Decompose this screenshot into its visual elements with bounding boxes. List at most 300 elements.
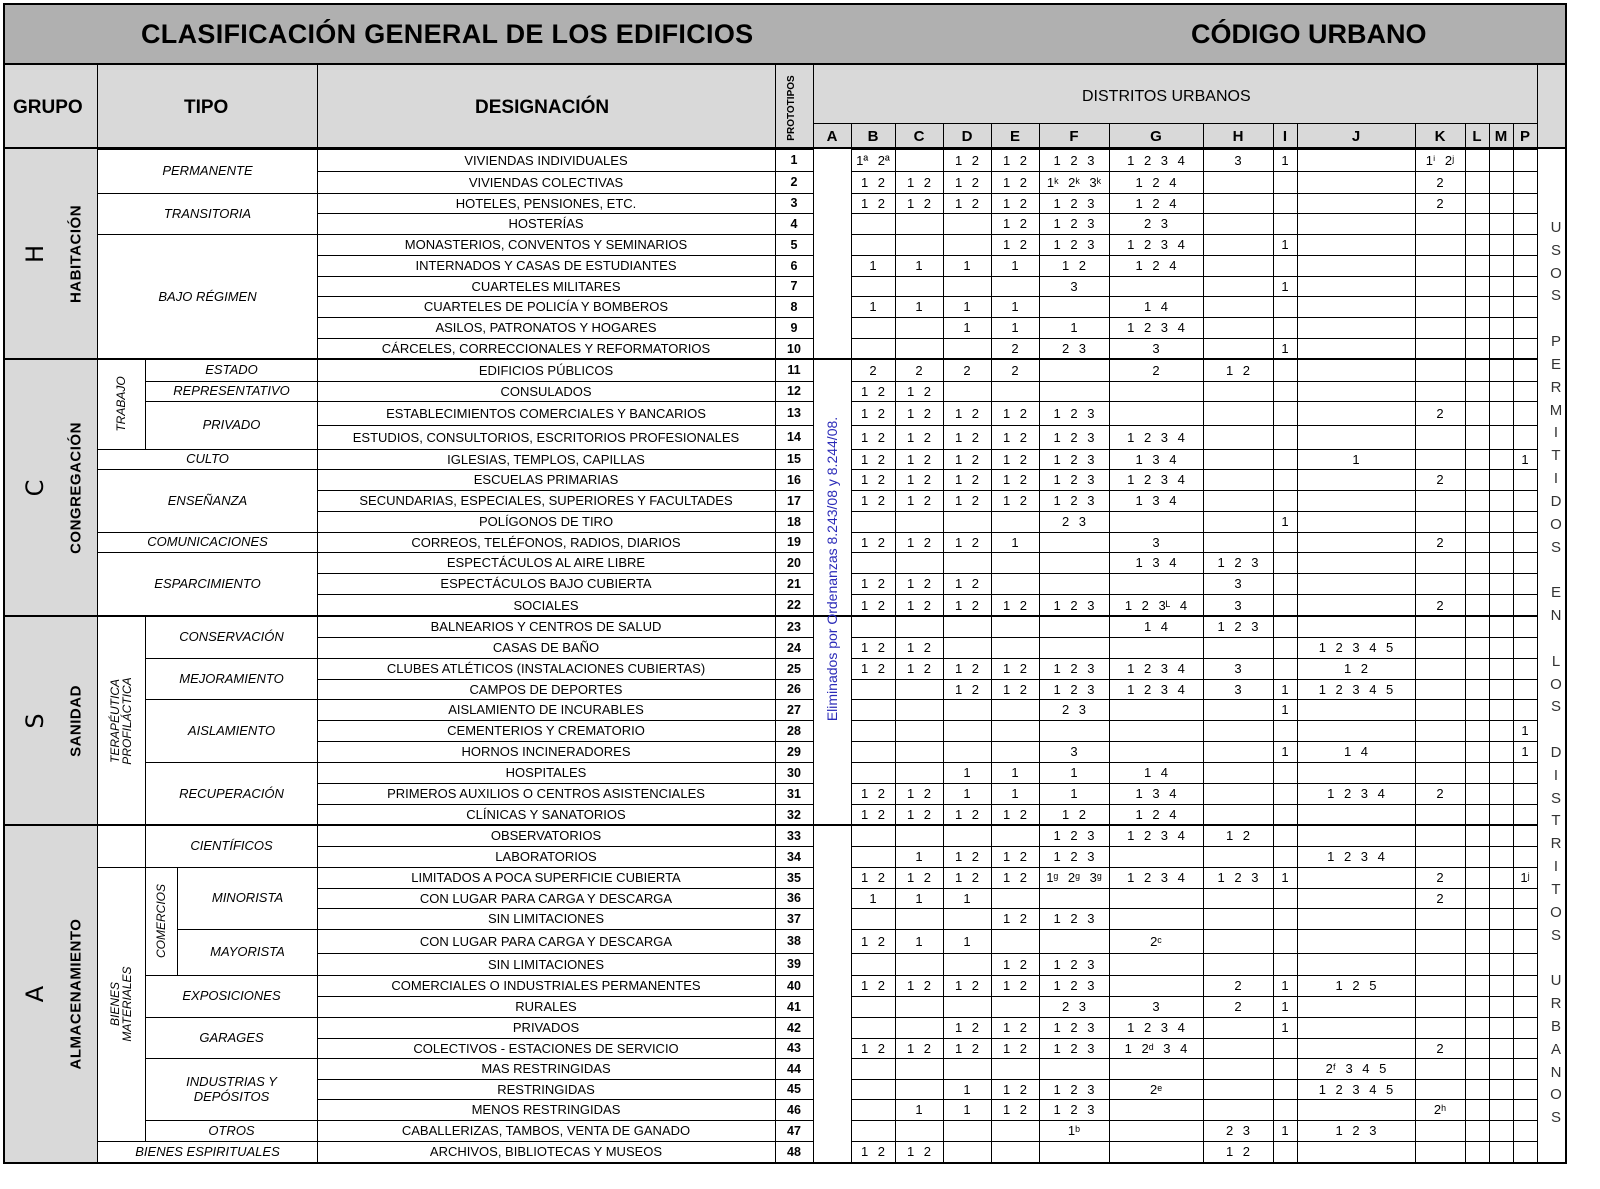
prototype-number: 13 [787, 406, 801, 420]
district-value-d: 1 2 [954, 534, 980, 550]
district-value-e: 1 2 [1002, 216, 1028, 231]
prototype-number: 11 [787, 363, 801, 377]
district-value-j: 1 2 3 4 [1327, 786, 1385, 801]
district-value-h: 1 2 3 [1217, 870, 1259, 885]
district-header-divider [1039, 123, 1040, 149]
side-note-letter: T [1551, 880, 1561, 898]
district-value-f: 1 2 3 [1053, 681, 1095, 697]
designation: MAS RESTRINGIDAS [481, 1061, 611, 1076]
row-divider [317, 552, 813, 553]
prototype-number: 15 [787, 452, 801, 466]
district-value-d: 2 [963, 362, 971, 378]
designation: CON LUGAR PARA CARGA Y DESCARGA [419, 933, 673, 949]
row-divider [851, 975, 1537, 976]
prototype-number: 34 [787, 849, 801, 864]
tipo-cell [177, 867, 317, 929]
district-value-i: 1 [1281, 237, 1289, 252]
district-value-f: 1 2 3 [1053, 828, 1095, 843]
district-value-k: 2 [1436, 534, 1444, 550]
district-value-k: 2ʰ [1433, 1102, 1447, 1117]
district-value-g: 3 [1152, 999, 1160, 1014]
prototype-number: 47 [787, 1123, 801, 1138]
side-note-letter: T [1551, 812, 1561, 830]
district-value-h: 2 3 [1225, 1123, 1251, 1138]
district-value-j: 1 2 3 [1335, 1123, 1377, 1138]
header-distritos: DISTRITOS URBANOS [1082, 88, 1251, 105]
row-divider [317, 679, 813, 680]
prototype-number: 44 [787, 1061, 801, 1076]
district-value-g: 1 2 3 4 [1127, 237, 1185, 252]
district-value-g: 1 4 [1143, 765, 1169, 780]
district-value-b: 1 2 [860, 807, 886, 822]
district-value-k: 2 [1436, 1040, 1444, 1056]
column-divider [895, 149, 896, 1162]
side-note-letter: M [1549, 401, 1563, 419]
district-value-c: 1 2 [906, 383, 932, 399]
row-divider [317, 929, 813, 930]
header-designacion: DESIGNACIÓN [475, 97, 610, 118]
district-value-e: 1 2 [1002, 1040, 1028, 1056]
district-letter-l: L [1472, 128, 1482, 145]
row-divider [317, 867, 813, 868]
district-value-b: 1 2 [860, 661, 886, 676]
district-value-f: 1 2 3 [1053, 429, 1095, 445]
district-value-h: 1 2 [1225, 1144, 1251, 1159]
district-value-d: 1 2 [954, 1020, 980, 1035]
side-note-letter: I [1553, 470, 1559, 488]
district-value-k: 2 [1436, 597, 1444, 613]
prototype-number: 2 [790, 175, 798, 189]
column-divider [775, 149, 776, 1162]
subgroup-label: TERAPÉUTICA PROFILÁCTICA [108, 676, 134, 765]
district-value-i: 1 [1281, 1123, 1289, 1138]
column-divider [1465, 149, 1466, 1162]
district-value-f: 3 [1070, 744, 1078, 759]
district-value-e: 1 [1011, 320, 1019, 335]
row-divider [317, 720, 813, 721]
district-value-d: 1 2 [954, 429, 980, 445]
tipo-cell [145, 401, 317, 449]
group-name: CONGREGACIÓN [67, 421, 85, 554]
tipo-cell [97, 552, 317, 616]
district-value-e: 1 2 [1002, 597, 1028, 613]
header-divider [97, 65, 98, 149]
classification-table [3, 3, 1567, 1164]
designation: ESTUDIOS, CONSULTORIOS, ESCRITORIOS PROFESIONALES [352, 429, 740, 445]
district-value-f: 1 2 3 [1053, 597, 1095, 613]
district-value-f: 1 2 [1061, 807, 1087, 822]
row-divider [851, 338, 1537, 339]
side-note-letter: I [1553, 766, 1559, 784]
district-value-g: 1 2 3 4 [1127, 152, 1185, 168]
district-value-d: 1 2 [954, 849, 980, 864]
district-value-b: 1 2 [860, 576, 886, 591]
district-value-j: 1 2 3 4 5 [1318, 640, 1394, 655]
district-value-h: 2 [1234, 999, 1242, 1014]
district-value-g: 1 3 4 [1135, 555, 1177, 570]
row-divider [851, 449, 1537, 450]
side-note-letter: D [1550, 492, 1562, 510]
district-letter-b: B [867, 128, 879, 145]
district-value-c: 1 2 [906, 429, 932, 445]
prototype-number: 5 [790, 237, 798, 252]
column-divider [1273, 149, 1274, 1162]
district-letter-a: A [826, 128, 838, 145]
header-prototipos: PROTOTIPOS [786, 75, 797, 141]
row-divider [851, 276, 1537, 277]
district-value-c: 1 [915, 849, 923, 864]
district-value-b: 1 2 [860, 640, 886, 655]
district-value-d: 1 [963, 890, 971, 906]
district-value-d: 1 2 [954, 405, 980, 421]
district-value-g: 1 2 3 4 [1127, 472, 1185, 487]
district-value-k: 2 [1436, 405, 1444, 421]
row-divider [317, 193, 813, 194]
district-value-i: 1 [1281, 514, 1289, 529]
prototype-number: 43 [787, 1041, 801, 1055]
side-note-letter: A [1550, 1040, 1561, 1058]
tipo-label: CIENTÍFICOS [190, 838, 273, 854]
district-value-g: 1 2 4 [1135, 174, 1177, 190]
side-note-letter: U [1550, 219, 1562, 236]
district-header-divider [991, 123, 992, 149]
row-divider [851, 255, 1537, 256]
header-divider [775, 65, 776, 149]
district-value-k: 2 [1436, 195, 1444, 211]
row-divider [317, 953, 813, 954]
district-value-f: 1 [1070, 320, 1078, 335]
district-value-d: 1 2 [954, 681, 980, 697]
row-divider [317, 255, 813, 256]
district-value-j: 1 2 3 4 5 [1318, 1081, 1394, 1097]
district-value-j: 1 2 3 4 [1327, 849, 1385, 864]
designation: HOTELES, PENSIONES, ETC. [455, 195, 637, 211]
designation: ESPECTÁCULOS AL AIRE LIBRE [446, 555, 646, 570]
tipo-label: MEJORAMIENTO [179, 670, 284, 686]
row-divider [317, 825, 813, 826]
district-value-f: 1ᵇ [1067, 1123, 1081, 1138]
district-value-b: 1 [869, 258, 877, 273]
prototype-number: 24 [787, 640, 801, 655]
district-value-p: 1 [1521, 744, 1529, 759]
column-divider [1489, 149, 1490, 1162]
row-divider [851, 1079, 1537, 1080]
side-note-letter: U [1550, 972, 1562, 990]
district-value-g: 1 4 [1143, 299, 1169, 314]
district-value-h: 2 [1234, 978, 1242, 993]
prototype-number: 48 [787, 1144, 801, 1159]
column-divider [1039, 149, 1040, 1162]
district-value-c: 1 2 [906, 807, 932, 822]
district-value-g: 1 3 4 [1135, 493, 1177, 508]
designation: SIN LIMITACIONES [487, 956, 605, 972]
row-divider [851, 637, 1537, 638]
district-value-b: 1 2 [860, 405, 886, 421]
row-divider [851, 552, 1537, 553]
district-value-h: 1 2 [1225, 362, 1251, 378]
prototype-number: 26 [787, 682, 801, 696]
row-divider [317, 975, 813, 976]
row-divider [851, 953, 1537, 954]
tipo-cell [97, 193, 317, 234]
designation: COLECTIVOS - ESTACIONES DE SERVICIO [413, 1040, 679, 1056]
district-value-c: 1 2 [906, 451, 932, 467]
designation: AISLAMIENTO DE INCURABLES [448, 702, 644, 717]
subgroup-label: BIENES MATERIALES [108, 966, 134, 1042]
prototype-number: 10 [787, 341, 801, 356]
district-header-divider [1465, 123, 1466, 149]
tipo-cell [145, 616, 317, 658]
district-value-c: 1 2 [906, 597, 932, 613]
designation: MENOS RESTRINGIDAS [471, 1102, 621, 1117]
tipo-cell [177, 929, 317, 975]
district-header-divider [1203, 123, 1204, 149]
district-value-f: 1 2 3 [1053, 849, 1095, 864]
prototype-number: 39 [787, 957, 801, 971]
row-divider [851, 888, 1537, 889]
row-divider [851, 929, 1537, 930]
tipo-cell [97, 149, 317, 193]
row-divider [317, 762, 813, 763]
tipo-label: EXPOSICIONES [182, 988, 281, 1004]
row-divider [317, 1058, 813, 1059]
row-divider [851, 783, 1537, 784]
district-value-d: 1 2 [954, 661, 980, 676]
prototype-number: 35 [787, 870, 801, 885]
district-value-f: 2 3 [1061, 702, 1087, 717]
header-tipo: TIPO [184, 97, 229, 118]
district-value-f: 1 2 3 [1053, 1020, 1095, 1035]
district-value-c: 1 2 [906, 1144, 932, 1159]
designation: COMERCIALES O INDUSTRIALES PERMANENTES [391, 978, 701, 993]
district-value-c: 1 2 [906, 576, 932, 591]
row-divider [317, 1038, 813, 1039]
prototype-number: 20 [787, 555, 801, 570]
district-value-g: 1 2 4 [1135, 258, 1177, 273]
district-value-p: 1ʲ [1520, 870, 1530, 885]
district-value-k: 1ⁱ 2ʲ [1425, 152, 1455, 168]
side-note-letter: S [1550, 287, 1561, 305]
district-value-g: 1 2 3 4 [1127, 870, 1185, 885]
district-value-e: 1 [1011, 534, 1019, 550]
district-value-b: 1 2 [860, 472, 886, 487]
side-note-letter: S [1550, 241, 1561, 259]
row-divider [317, 594, 813, 595]
district-value-b: 1 2 [860, 933, 886, 949]
header-divider [813, 123, 1537, 124]
group-letter: A [21, 985, 49, 1002]
district-value-b: 1 2 [860, 493, 886, 508]
district-value-e: 1 2 [1002, 911, 1028, 926]
district-value-i: 1 [1281, 681, 1289, 697]
prototype-number: 31 [787, 786, 801, 801]
row-divider [851, 213, 1537, 214]
district-value-d: 1 2 [954, 195, 980, 211]
district-value-f: 1 2 3 [1053, 1102, 1095, 1117]
tipo-cell [97, 532, 317, 552]
district-value-e: 2 [1011, 341, 1019, 356]
district-value-i: 1 [1281, 744, 1289, 759]
prototype-number: 38 [787, 934, 801, 948]
district-value-f: 1 2 3 [1053, 237, 1095, 252]
district-value-h: 1 2 3 [1217, 555, 1259, 570]
row-divider [317, 1017, 813, 1018]
district-header-divider [1513, 123, 1514, 149]
tipo-label: BAJO RÉGIMEN [158, 288, 257, 304]
designation: CASAS DE BAÑO [492, 640, 600, 655]
prototype-number: 28 [787, 723, 801, 738]
district-value-f: 1ᵍ 2ᵍ 3ᵍ [1046, 870, 1102, 885]
tipo-label: INDUSTRIAS Y DEPÓSITOS [186, 1073, 277, 1104]
row-divider [317, 511, 813, 512]
side-note-letter: R [1550, 835, 1562, 853]
district-value-f: 1 [1070, 786, 1078, 801]
district-value-i: 1 [1281, 870, 1289, 885]
row-divider [317, 317, 813, 318]
column-divider [1297, 149, 1298, 1162]
page-title: CLASIFICACIÓN GENERAL DE LOS EDIFICIOS [141, 19, 754, 49]
district-value-b: 1 2 [860, 978, 886, 993]
prototype-number: 19 [787, 535, 801, 549]
row-divider [851, 425, 1537, 426]
district-value-j: 1 [1352, 451, 1360, 467]
prototype-number: 41 [787, 999, 801, 1014]
designation: BALNEARIOS Y CENTROS DE SALUD [430, 619, 662, 634]
row-divider [317, 490, 813, 491]
district-value-f: 2 3 [1061, 514, 1087, 529]
side-note-letter: E [1550, 584, 1561, 602]
subgroup-label: TRABAJO [114, 376, 128, 432]
column-divider [1513, 149, 1514, 1162]
district-value-e: 1 [1011, 786, 1019, 801]
row-divider [317, 449, 813, 450]
prototype-number: 33 [787, 828, 801, 843]
side-note-letter: S [1550, 789, 1561, 807]
district-value-f: 1 2 3 [1053, 152, 1095, 168]
district-value-b: 1 2 [860, 1144, 886, 1159]
prototype-number: 22 [787, 598, 801, 612]
side-note-letter: O [1550, 515, 1562, 533]
row-divider [851, 573, 1537, 574]
column-divider [851, 149, 852, 1162]
district-value-f: 1 2 3 [1053, 405, 1095, 421]
prototype-number: 40 [787, 978, 801, 993]
tipo-label: BIENES ESPIRITUALES [135, 1143, 280, 1159]
designation: CABALLERIZAS, TAMBOS, VENTA DE GANADO [401, 1123, 691, 1138]
side-note-letter: L [1551, 652, 1561, 670]
district-value-h: 1 2 [1225, 828, 1251, 843]
row-divider [851, 1058, 1537, 1059]
row-divider [851, 532, 1537, 533]
district-value-b: 1 [869, 890, 877, 906]
designation: OBSERVATORIOS [490, 828, 602, 843]
row-divider [317, 338, 813, 339]
district-value-h: 3 [1234, 661, 1242, 676]
district-a-note: Eliminados por Ordenanzas 8.243/08 y 8.244/08. [824, 416, 840, 722]
district-value-f: 1 2 3 [1053, 661, 1095, 676]
row-divider [851, 825, 1537, 826]
district-value-h: 3 [1234, 597, 1242, 613]
tipo-cell [145, 699, 317, 762]
district-value-d: 1 2 [954, 174, 980, 190]
row-divider [851, 1099, 1537, 1100]
district-value-e: 1 2 [1002, 849, 1028, 864]
district-header-divider [813, 123, 814, 149]
designation: SECUNDARIAS, ESPECIALES, SUPERIORES Y FACULTADES [359, 493, 733, 508]
district-letter-j: J [1351, 128, 1361, 145]
district-value-b: 1 2 [860, 451, 886, 467]
district-value-e: 1 2 [1002, 661, 1028, 676]
designation: SOCIALES [513, 597, 579, 613]
district-value-g: 2 3 [1143, 216, 1169, 231]
district-value-j: 1 2 [1343, 661, 1369, 676]
row-divider [851, 679, 1537, 680]
prototype-number: 9 [790, 320, 798, 335]
district-value-b: 1 2 [860, 786, 886, 801]
district-header-divider [1489, 123, 1490, 149]
district-value-e: 1 2 [1002, 1020, 1028, 1035]
district-value-b: 1 2 [860, 383, 886, 399]
tipo-label: MINORISTA [211, 890, 284, 906]
side-note-letter: O [1550, 1086, 1562, 1104]
district-header-divider [1273, 123, 1274, 149]
row-divider [317, 381, 813, 382]
district-value-k: 2 [1436, 870, 1444, 885]
designation: ESTABLECIMIENTOS COMERCIALES Y BANCARIOS [386, 405, 706, 421]
column-divider [1537, 149, 1538, 1162]
district-value-c: 1 2 [906, 870, 932, 885]
designation: HORNOS INCINERADORES [461, 744, 631, 759]
district-value-i: 1 [1281, 341, 1289, 356]
column-divider [991, 149, 992, 1162]
row-divider [851, 1120, 1537, 1121]
district-value-f: 2 3 [1061, 999, 1087, 1014]
district-value-c: 1 [915, 1102, 923, 1117]
district-value-g: 1 2 3 4 [1127, 429, 1185, 445]
district-value-d: 1 2 [954, 1040, 980, 1056]
prototype-number: 36 [787, 891, 801, 905]
district-value-i: 1 [1281, 978, 1289, 993]
district-value-g: 1 2 3 4 [1127, 828, 1185, 843]
side-note-letter: N [1550, 607, 1562, 625]
district-value-b: 1 2 [860, 195, 886, 211]
prototype-number: 27 [787, 702, 801, 717]
district-header-divider [1297, 123, 1298, 149]
row-divider [851, 616, 1537, 617]
row-divider [317, 996, 813, 997]
side-note-letter: O [1550, 675, 1562, 693]
side-note-letter: E [1550, 355, 1561, 373]
designation: CONSULADOS [500, 383, 592, 399]
row-divider [851, 469, 1537, 470]
row-divider [851, 401, 1537, 402]
district-value-e: 1 2 [1002, 956, 1028, 972]
designation: ARCHIVOS, BIBLIOTECAS Y MUSEOS [429, 1144, 663, 1159]
district-value-e: 1 2 [1002, 237, 1028, 252]
designation: PRIVADOS [512, 1020, 580, 1035]
designation: IGLESIAS, TEMPLOS, CAPILLAS [447, 451, 645, 467]
prototype-number: 23 [787, 619, 801, 634]
prototype-number: 37 [787, 911, 801, 926]
prototype-number: 3 [790, 196, 798, 210]
district-value-b: 1 2 [860, 1040, 886, 1056]
row-divider [317, 783, 813, 784]
prototype-number: 25 [787, 661, 801, 676]
tipo-cell [145, 658, 317, 699]
group-name: SANIDAD [67, 684, 85, 757]
tipo-cell [97, 1141, 317, 1162]
district-value-e: 1 2 [1002, 978, 1028, 993]
